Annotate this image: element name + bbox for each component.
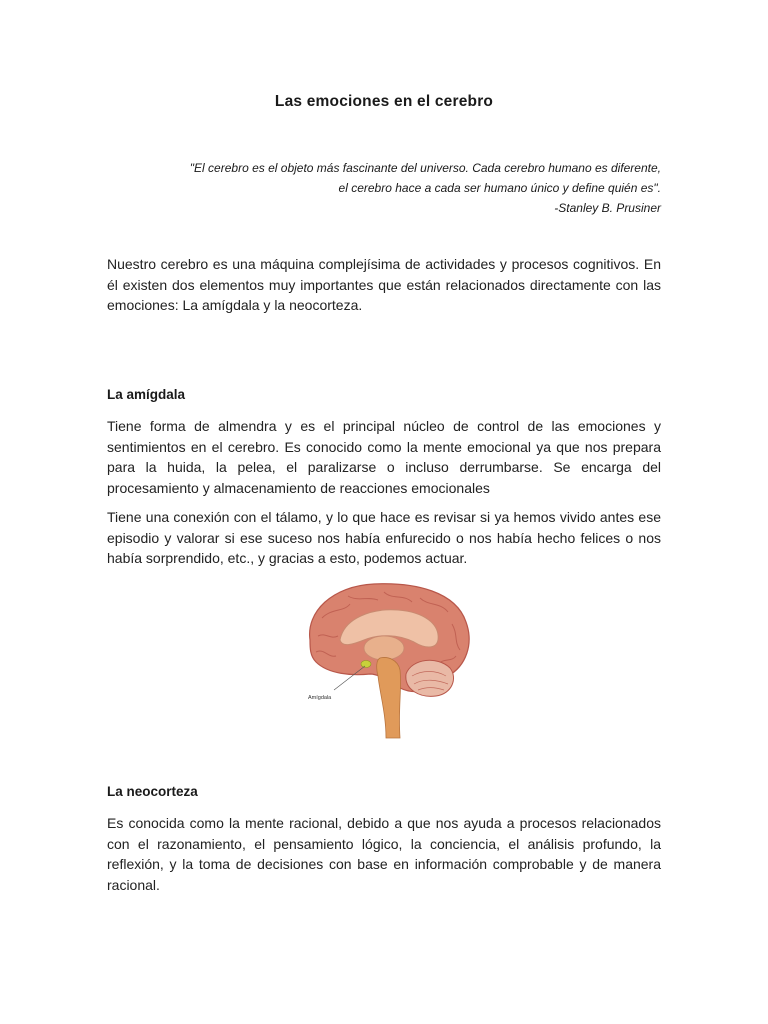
figure-label: Amígdala [308,695,332,701]
brain-stem-shape [377,658,401,739]
epigraph-quote [141,158,661,218]
quote-line-1: "El cerebro es el objeto más fascinante del universo. Cada cerebro humano es diferente, [189,161,661,175]
quote-author: -Stanley B. Prusiner [554,201,661,215]
neocorteza-paragraph: Es conocida como la mente racional, debido a que nos ayuda a procesos relacionados con el razonamiento, el pensamiento lógico, la conciencia, el análisis profundo, la reflexión, y la toma de decisiones con base en información comprobable y de manera racional. [107,815,661,893]
intro-paragraph: Nuestro cerebro es una máquina complejísima de actividades y procesos cognitivos. En él existen dos elementos muy importantes que están relacionados directamente con las emociones: La amígdala y la neocorteza. [107,256,661,313]
section-heading-neocorteza: La neocorteza [107,784,198,799]
brain-illustration [288,578,484,740]
thalamus-shape [364,636,404,660]
amigdala-paragraph-1: Tiene forma de almendra y es el principal núcleo de control de las emociones y sentimientos en el cerebro. Es conocido como la mente emocional ya que nos prepara para la huida, la pelea, el paralizarse o incluso derrumbarse. Se encarga del procesamiento y almacenamiento de reacciones emocionales [107,418,661,496]
amigdala-paragraph-2: Tiene una conexión con el tálamo, y lo que hace es revisar si ya hemos vivido antes ese episodio y valorar si ese suceso nos había enfurecido o nos había hecho felices o nos había sorprendido, etc., y gracias a esto, podemos actuar. [107,509,661,566]
amygdala-marker [361,661,371,668]
document-title: Las emociones en el cerebro [274,93,494,110]
quote-line-2: el cerebro hace a cada ser humano único y define quién es". [338,181,661,195]
section-heading-amigdala: La amígdala [107,387,186,402]
cerebellum-shape [406,660,454,696]
brain-diagram [288,578,484,740]
